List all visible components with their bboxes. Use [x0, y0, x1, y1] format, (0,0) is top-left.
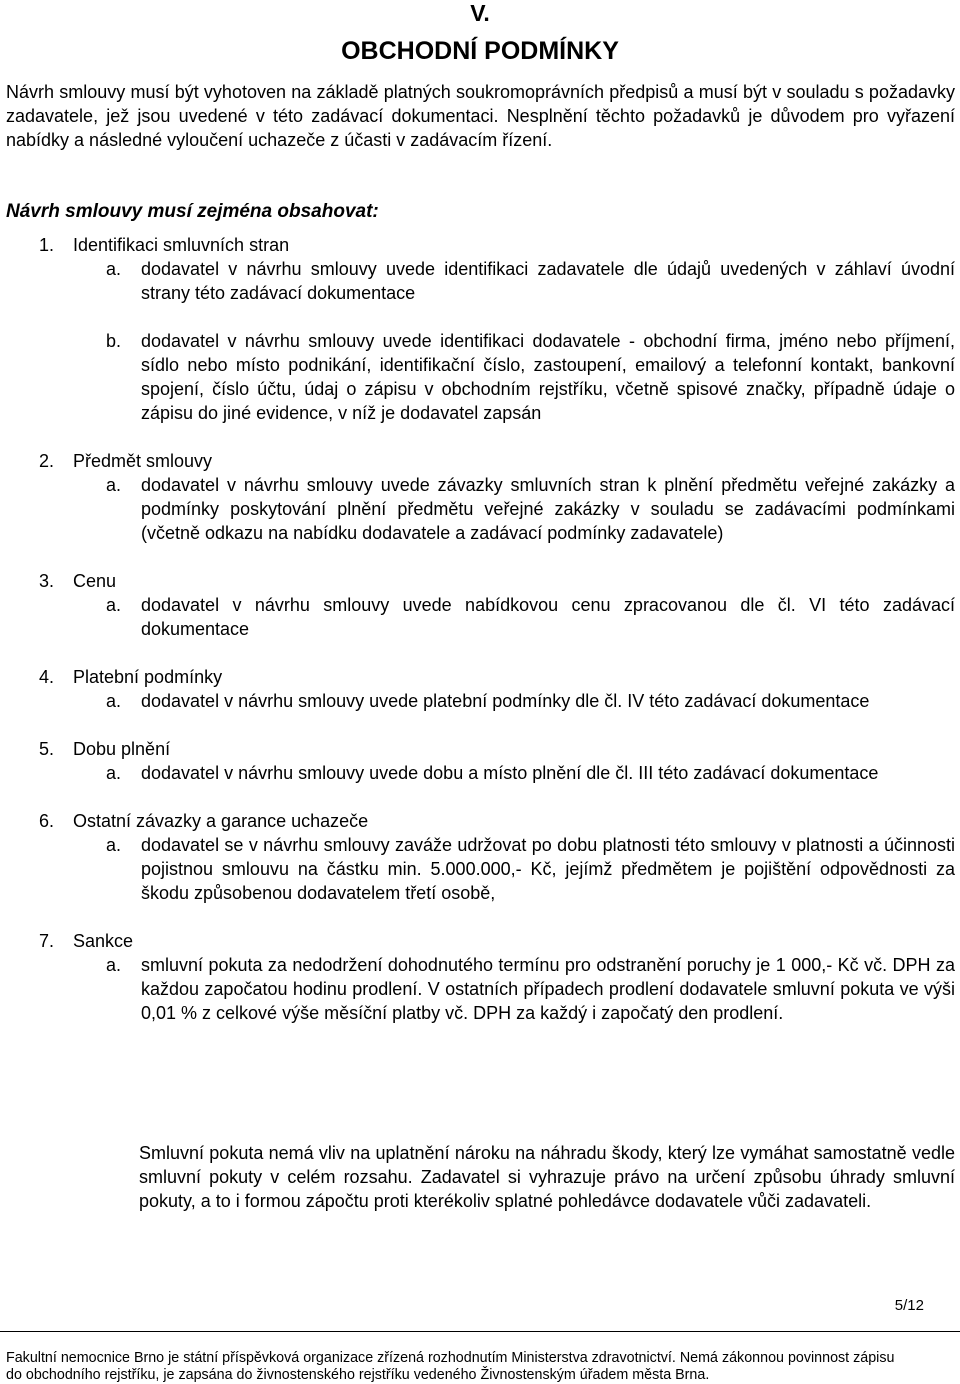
list-item: [0, 929, 960, 1025]
sub-item-letter: b.: [106, 331, 122, 351]
closing-paragraph: Smluvní pokuta nemá vliv na uplatnění nároku na náhradu škody, který lze vymáhat samostatně vedle smluvní pokuty v celém rozsahu. Zadavatel si vyhrazuje právo na určení způsobu úhrady smluvní pokuty, a to i formou zápočtu proti kterékoliv splatné pohledávce dodavatele vůči zadavateli.: [139, 1143, 955, 1211]
section-number: V.: [470, 0, 490, 26]
requirements-list: [0, 233, 960, 1025]
footer-divider: [0, 1331, 960, 1332]
list-item: [0, 233, 960, 425]
sub-item: [0, 257, 960, 305]
list-item: [0, 809, 960, 905]
page-number: 5/12: [894, 1297, 924, 1314]
page-title: OBCHODNÍ PODMÍNKY: [341, 37, 619, 65]
sub-item-letter: a.: [106, 835, 122, 855]
sub-item: [0, 689, 960, 713]
sub-item-text: dodavatel v návrhu smlouvy uvede dobu a místo plnění dle čl. III této zadávací dokumentace: [141, 763, 879, 783]
sub-item: [0, 833, 960, 905]
sub-item-text: dodavatel v návrhu smlouvy uvede identifikaci dodavatele - obchodní firma, jméno nebo příjmení, sídlo nebo místo podnikání, identifikační číslo, zastoupení, emailový a telefonní kontakt, bankovní spojení, číslo účtu, údaj o zápisu v obchodním rejstříku, včetně spisové značky, případně údaje o zápisu do jiné evidence, v níž je dodavatel zapsán: [141, 331, 955, 423]
item-number: 3.: [39, 571, 55, 591]
item-title: Předmět smlouvy: [73, 451, 213, 471]
list-item: [0, 665, 960, 713]
sub-item-text: dodavatel v návrhu smlouvy uvede identifikaci zadavatele dle údajů uvedených v záhlaví úvodní strany této zadávací dokumentace: [141, 259, 955, 303]
footer: [6, 1350, 956, 1384]
list-item: [0, 569, 960, 641]
item-title: Sankce: [73, 931, 134, 951]
intro-text: Návrh smlouvy musí být vyhotoven na základě platných soukromoprávních předpisů a musí být v souladu s požadavky zadavatele, jež jsou uvedené v této zadávací dokumentaci. Nesplnění těchto požadavků je důvodem pro vyřazení nabídky a následné vyloučení uchazeče z účasti v zadávacím řízení.: [6, 82, 955, 150]
item-number: 6.: [39, 811, 55, 831]
sub-item: [0, 953, 960, 1025]
item-number: 4.: [39, 667, 55, 687]
item-title: Cenu: [73, 571, 117, 591]
sub-item-letter: a.: [106, 763, 122, 783]
item-number: 2.: [39, 451, 55, 471]
list-item: [0, 449, 960, 545]
sub-item-text: dodavatel v návrhu smlouvy uvede závazky smluvních stran k plnění předmětu veřejné zakázky a podmínky poskytování plnění předmětu veřejné zakázky v souladu se zadávacími podmínkami (včetně odkazu na nabídku dodavatele a zadávací podmínky zadavatele): [141, 475, 955, 543]
intro-paragraph: [6, 80, 955, 152]
sub-item-letter: a.: [106, 475, 122, 495]
sub-item: [0, 329, 960, 425]
item-title: Identifikaci smluvních stran: [73, 235, 290, 255]
sub-item-letter: a.: [106, 691, 122, 711]
item-title: Platební podmínky: [73, 667, 223, 687]
sub-item-letter: a.: [106, 955, 122, 975]
item-number: 5.: [39, 739, 55, 759]
sub-item-letter: a.: [106, 259, 122, 279]
sub-item-text: dodavatel v návrhu smlouvy uvede nabídkovou cenu zpracovanou dle čl. VI této zadávací dokumentace: [141, 595, 955, 639]
item-number: 1.: [39, 235, 55, 255]
sub-item-text: dodavatel v návrhu smlouvy uvede platební podmínky dle čl. IV této zadávací dokumentace: [141, 691, 870, 711]
list-item: [0, 737, 960, 785]
subheading: Návrh smlouvy musí zejména obsahovat:: [6, 201, 379, 222]
item-number: 7.: [39, 931, 55, 951]
footer-line-1: Fakultní nemocnice Brno je státní příspěvková organizace zřízená rozhodnutím Ministerstva zdravotnictví. Nemá zákonnou povinnost zápisu: [6, 1350, 895, 1366]
sub-item-text: smluvní pokuta za nedodržení dohodnutého termínu pro odstranění poruchy je 1 000,- Kč vč. DPH za každou započatou hodinu prodlení. V ostatních případech prodlení dodavatele smluvní pokuta ve výši 0,01 % z celkové výše měsíční platby vč. DPH za každý i započatý den prodlení.: [141, 955, 955, 1023]
item-title: Ostatní závazky a garance uchazeče: [73, 811, 369, 831]
sub-item-letter: a.: [106, 595, 122, 615]
sub-item: [0, 593, 960, 641]
sub-item: [0, 473, 960, 545]
sub-item: [0, 761, 960, 785]
footer-line-2: do obchodního rejstříku, je zapsána do živnostenského rejstříku vedeného Živnostenským úřadem města Brna.: [6, 1367, 710, 1383]
sub-item-text: dodavatel se v návrhu smlouvy zaváže udržovat po dobu platnosti této smlouvy v platnosti a účinnosti pojistnou smlouvu na částku min. 5.000.000,- Kč, jejímž předmětem je pojištění odpovědnosti za škodu způsobenou dodavatelem třetí osobě,: [141, 835, 955, 903]
item-title: Dobu plnění: [73, 739, 171, 759]
